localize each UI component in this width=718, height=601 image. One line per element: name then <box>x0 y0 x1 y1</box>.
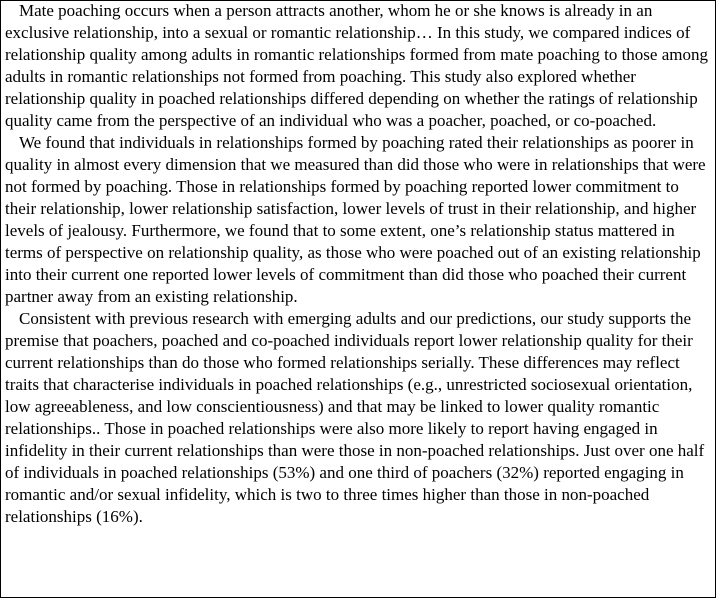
paragraph-2: We found that individuals in relationships formed by poaching rated their relationships as poorer in quality in almost every dimension that we measured than did those who were in relationships that were not formed by poaching. Those in relationships formed by poaching reported lower commitment to their relationship, lower relationship satisfaction, lower levels of trust in their relationship, and higher levels of jealousy. Furthermore, we found that to some extent, one’s relationship status mattered in terms of perspective on relationship quality, as those who were poached out of an existing relationship into their current one reported lower levels of commitment than did those who poached their current partner away from an existing relationship. <box>5 133 706 306</box>
paragraph-3: Consistent with previous research with emerging adults and our predictions, our study supports the premise that poachers, poached and co-poached individuals report lower relationship quality for their current relationships than do those who formed relationships serially. These differences may reflect traits that characterise individuals in poached relationships (e.g., unrestricted sociosexual orientation, low agreeableness, and low conscientiousness) and that may be linked to lower quality romantic relationships.. Those in poached relationships were also more likely to report having engaged in infidelity in their current relationships than were those in non-poached relationships. Just over one half of individuals in poached relationships (53%) and one third of poachers (32%) reported engaging in romantic and/or sexual infidelity, which is two to three times higher than those in non-poached relationships (16%). <box>5 309 705 526</box>
paragraph-1: Mate poaching occurs when a person attracts another, whom he or she knows is already in an exclusive relationship, into a sexual or romantic relationship… In this study, we compared indices of relationship quality among adults in romantic relationships formed from mate poaching to those among adults in romantic relationships not formed from poaching. This study also explored whether relationship quality in poached relationships differed depending on whether the ratings of relationship quality came from the perspective of an individual who was a poacher, poached, or co-poached. <box>5 1 708 130</box>
document-body <box>5 0 711 528</box>
